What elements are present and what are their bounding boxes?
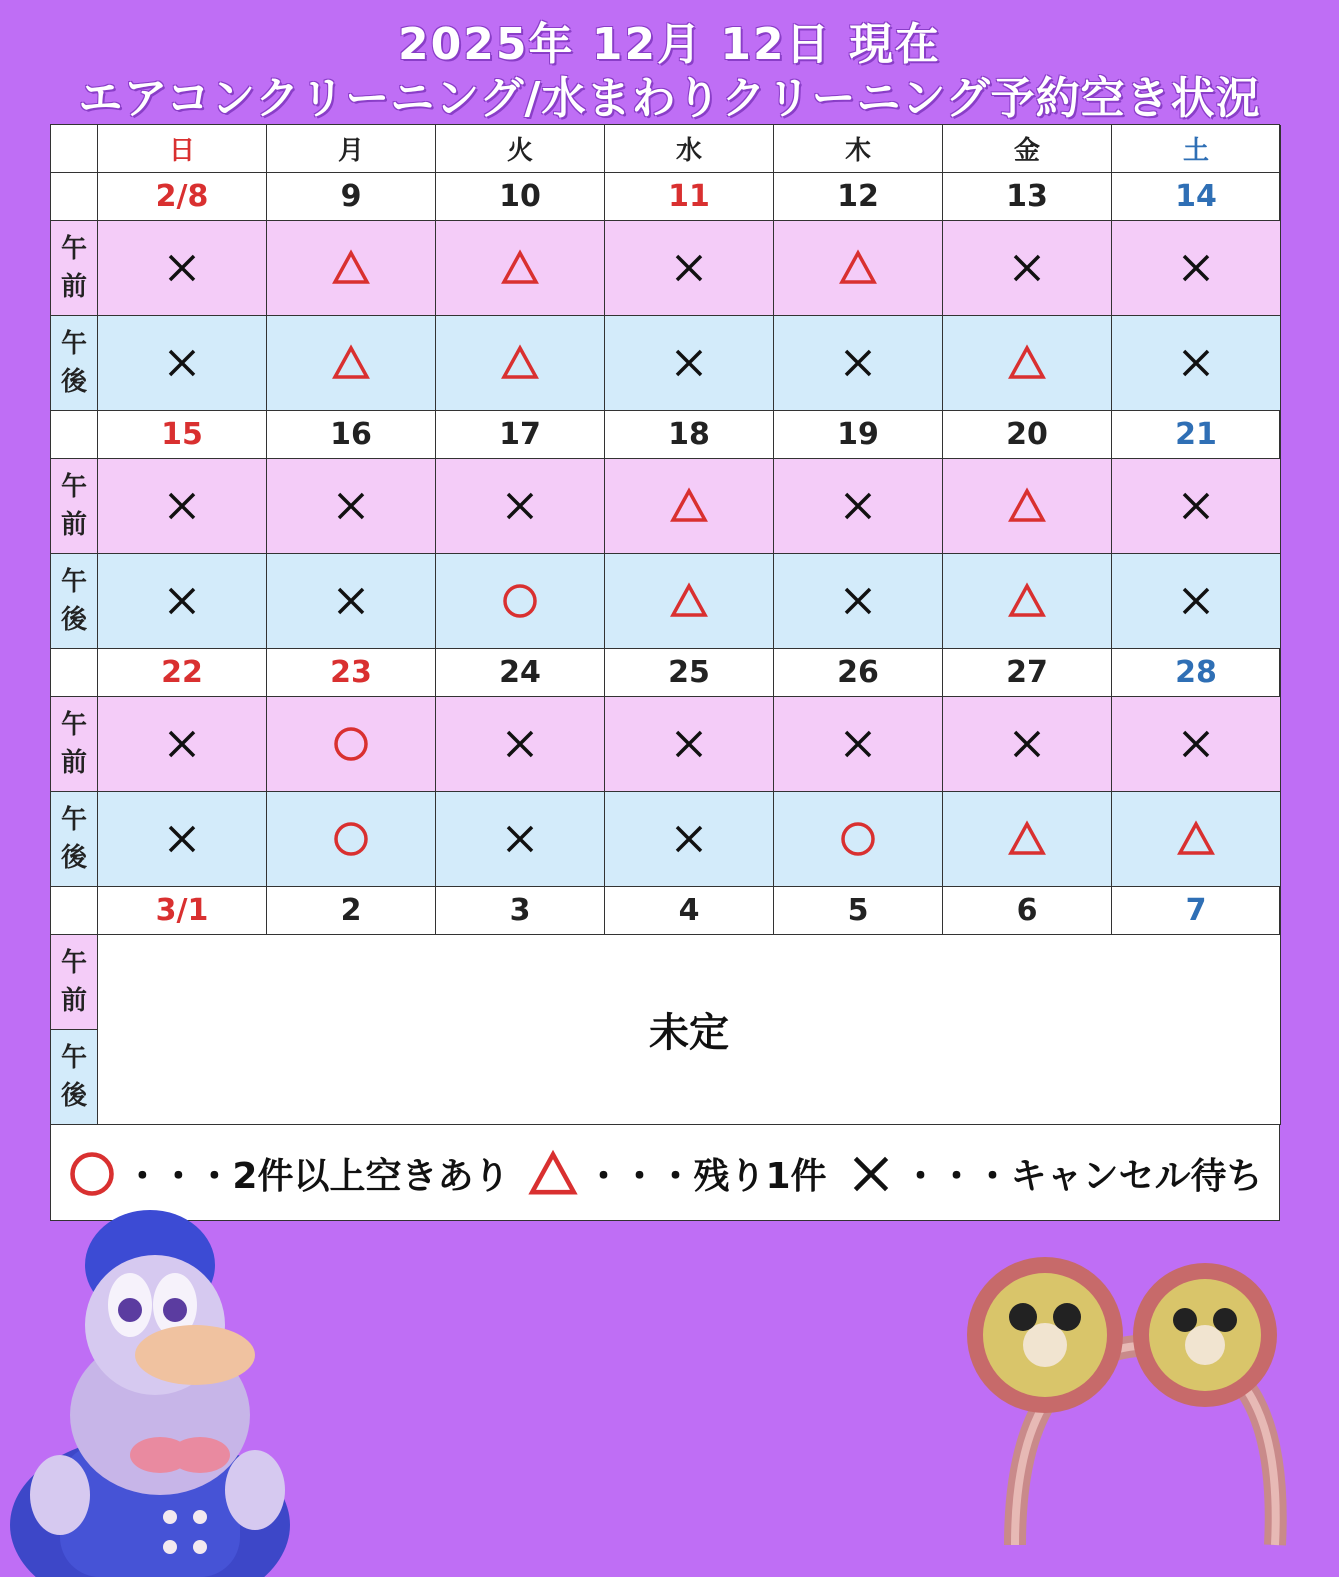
cross-icon (1176, 343, 1216, 383)
availability-cell (98, 316, 267, 411)
corner-cell (51, 125, 98, 173)
weekday-header: 水 (605, 125, 774, 173)
cross-icon (838, 343, 878, 383)
morning-label (51, 697, 98, 792)
triangle-icon (527, 1148, 579, 1200)
availability-cell (605, 459, 774, 554)
cross-icon (838, 486, 878, 526)
availability-cell (436, 697, 605, 792)
triangle-icon (1007, 581, 1047, 621)
date-cell: 15 (98, 411, 267, 459)
availability-cell (774, 554, 943, 649)
slot-label-char: 午 (60, 329, 87, 359)
availability-cell (267, 459, 436, 554)
triangle-icon (331, 248, 371, 288)
date-cell: 5 (774, 887, 943, 935)
date-cell: 19 (774, 411, 943, 459)
availability-cell (774, 792, 943, 887)
triangle-icon (669, 581, 709, 621)
availability-cell (267, 697, 436, 792)
availability-cell (267, 792, 436, 887)
slot-label-char: 後 (60, 367, 87, 397)
availability-cell (943, 459, 1112, 554)
date-cell: 25 (605, 649, 774, 697)
availability-cell (605, 554, 774, 649)
date-cell: 18 (605, 411, 774, 459)
date-cell: 21 (1112, 411, 1281, 459)
date-cell: 24 (436, 649, 605, 697)
date-cell: 13 (943, 173, 1112, 221)
afternoon-label (51, 1030, 98, 1125)
cross-icon (669, 343, 709, 383)
availability-cell (605, 697, 774, 792)
triangle-icon (331, 343, 371, 383)
circle-icon (331, 819, 371, 859)
availability-cell (267, 221, 436, 316)
availability-cell (774, 316, 943, 411)
cross-icon (669, 819, 709, 859)
date-cell: 27 (943, 649, 1112, 697)
availability-calendar (50, 124, 1280, 1221)
weekday-header: 火 (436, 125, 605, 173)
afternoon-label (51, 316, 98, 411)
legend-item (527, 1148, 826, 1200)
availability-cell (436, 459, 605, 554)
afternoon-label (51, 792, 98, 887)
circle-icon (66, 1148, 118, 1200)
afternoon-label (51, 554, 98, 649)
date-cell: 20 (943, 411, 1112, 459)
mouse-ears-headband-illustration (955, 1255, 1305, 1555)
slot-label-char: 前 (60, 510, 87, 540)
date-cell: 6 (943, 887, 1112, 935)
cross-icon (669, 724, 709, 764)
availability-cell (774, 697, 943, 792)
availability-cell (605, 792, 774, 887)
date-cell: 23 (267, 649, 436, 697)
availability-cell (774, 221, 943, 316)
slot-label-char: 午 (60, 1043, 87, 1073)
cross-icon (162, 581, 202, 621)
cross-icon (838, 581, 878, 621)
availability-cell (98, 792, 267, 887)
circle-icon (331, 724, 371, 764)
date-cell: 3 (436, 887, 605, 935)
date-cell: 11 (605, 173, 774, 221)
morning-label (51, 935, 98, 1030)
availability-cell (943, 316, 1112, 411)
slot-label-char: 午 (60, 234, 87, 264)
availability-cell (943, 697, 1112, 792)
date-cell: 2/8 (98, 173, 267, 221)
legend-item (66, 1148, 509, 1200)
date-cell: 3/1 (98, 887, 267, 935)
slot-label-char: 後 (60, 605, 87, 635)
cross-icon (500, 724, 540, 764)
date-cell: 14 (1112, 173, 1281, 221)
date-cell: 10 (436, 173, 605, 221)
slot-label-char: 前 (60, 272, 87, 302)
date-cell: 9 (267, 173, 436, 221)
date-cell: 26 (774, 649, 943, 697)
triangle-icon (838, 248, 878, 288)
circle-icon (838, 819, 878, 859)
cross-icon (1176, 486, 1216, 526)
availability-cell (436, 792, 605, 887)
slot-label-char: 午 (60, 472, 87, 502)
cross-icon (1007, 724, 1047, 764)
cross-icon (162, 248, 202, 288)
date-cell: 22 (98, 649, 267, 697)
slot-label-char: 前 (60, 748, 87, 778)
availability-cell (436, 316, 605, 411)
triangle-icon (500, 248, 540, 288)
slot-label-char: 前 (60, 986, 87, 1016)
date-cell: 17 (436, 411, 605, 459)
date-row-label (51, 411, 98, 459)
page-title-date: 2025年 12月 12日 現在 (398, 19, 941, 70)
availability-cell (98, 459, 267, 554)
cross-icon (331, 486, 371, 526)
date-cell: 16 (267, 411, 436, 459)
date-cell: 7 (1112, 887, 1281, 935)
slot-label-char: 午 (60, 948, 87, 978)
slot-label-char: 午 (60, 805, 87, 835)
date-row-label (51, 173, 98, 221)
availability-cell (943, 221, 1112, 316)
triangle-icon (1007, 486, 1047, 526)
availability-cell (98, 554, 267, 649)
cross-icon (1176, 248, 1216, 288)
morning-label (51, 459, 98, 554)
cross-icon (162, 724, 202, 764)
legend-text: ・・・2件以上空きあり (124, 1156, 510, 1197)
page-title: エアコンクリーニング/水まわりクリーニング予約空き状況 (78, 73, 1261, 124)
circle-icon (500, 581, 540, 621)
weekday-header: 木 (774, 125, 943, 173)
availability-cell (1112, 221, 1281, 316)
availability-cell (943, 792, 1112, 887)
legend-text: ・・・残り1件 (585, 1156, 827, 1197)
cross-icon (845, 1148, 897, 1200)
morning-label (51, 221, 98, 316)
availability-cell (436, 554, 605, 649)
availability-cell (98, 221, 267, 316)
availability-cell (774, 459, 943, 554)
date-cell: 12 (774, 173, 943, 221)
triangle-icon (1007, 819, 1047, 859)
undecided-cell: 未定 (98, 935, 1281, 1125)
date-row-label (51, 649, 98, 697)
availability-cell (1112, 792, 1281, 887)
legend-item (845, 1148, 1263, 1200)
slot-label-char: 午 (60, 567, 87, 597)
cross-icon (500, 486, 540, 526)
cross-icon (1176, 724, 1216, 764)
slot-label-char: 後 (60, 843, 87, 873)
availability-cell (267, 316, 436, 411)
duck-character-illustration (0, 1195, 300, 1577)
cross-icon (669, 248, 709, 288)
slot-label-char: 後 (60, 1081, 87, 1111)
availability-cell (1112, 459, 1281, 554)
cross-icon (838, 724, 878, 764)
cross-icon (1007, 248, 1047, 288)
availability-cell (605, 316, 774, 411)
availability-cell (1112, 554, 1281, 649)
triangle-icon (1007, 343, 1047, 383)
cross-icon (1176, 581, 1216, 621)
cross-icon (162, 343, 202, 383)
triangle-icon (500, 343, 540, 383)
legend-text: ・・・キャンセル待ち (902, 1156, 1263, 1197)
date-row-label (51, 887, 98, 935)
availability-cell (267, 554, 436, 649)
availability-cell (98, 697, 267, 792)
weekday-header: 月 (267, 125, 436, 173)
date-cell: 2 (267, 887, 436, 935)
date-cell: 28 (1112, 649, 1281, 697)
cross-icon (162, 486, 202, 526)
weekday-header: 日 (98, 125, 267, 173)
triangle-icon (1176, 819, 1216, 859)
triangle-icon (669, 486, 709, 526)
date-cell: 4 (605, 887, 774, 935)
availability-cell (943, 554, 1112, 649)
availability-cell (436, 221, 605, 316)
availability-cell (605, 221, 774, 316)
cross-icon (500, 819, 540, 859)
availability-cell (1112, 697, 1281, 792)
availability-cell (1112, 316, 1281, 411)
slot-label-char: 午 (60, 710, 87, 740)
weekday-header: 土 (1112, 125, 1281, 173)
weekday-header: 金 (943, 125, 1112, 173)
cross-icon (331, 581, 371, 621)
cross-icon (162, 819, 202, 859)
